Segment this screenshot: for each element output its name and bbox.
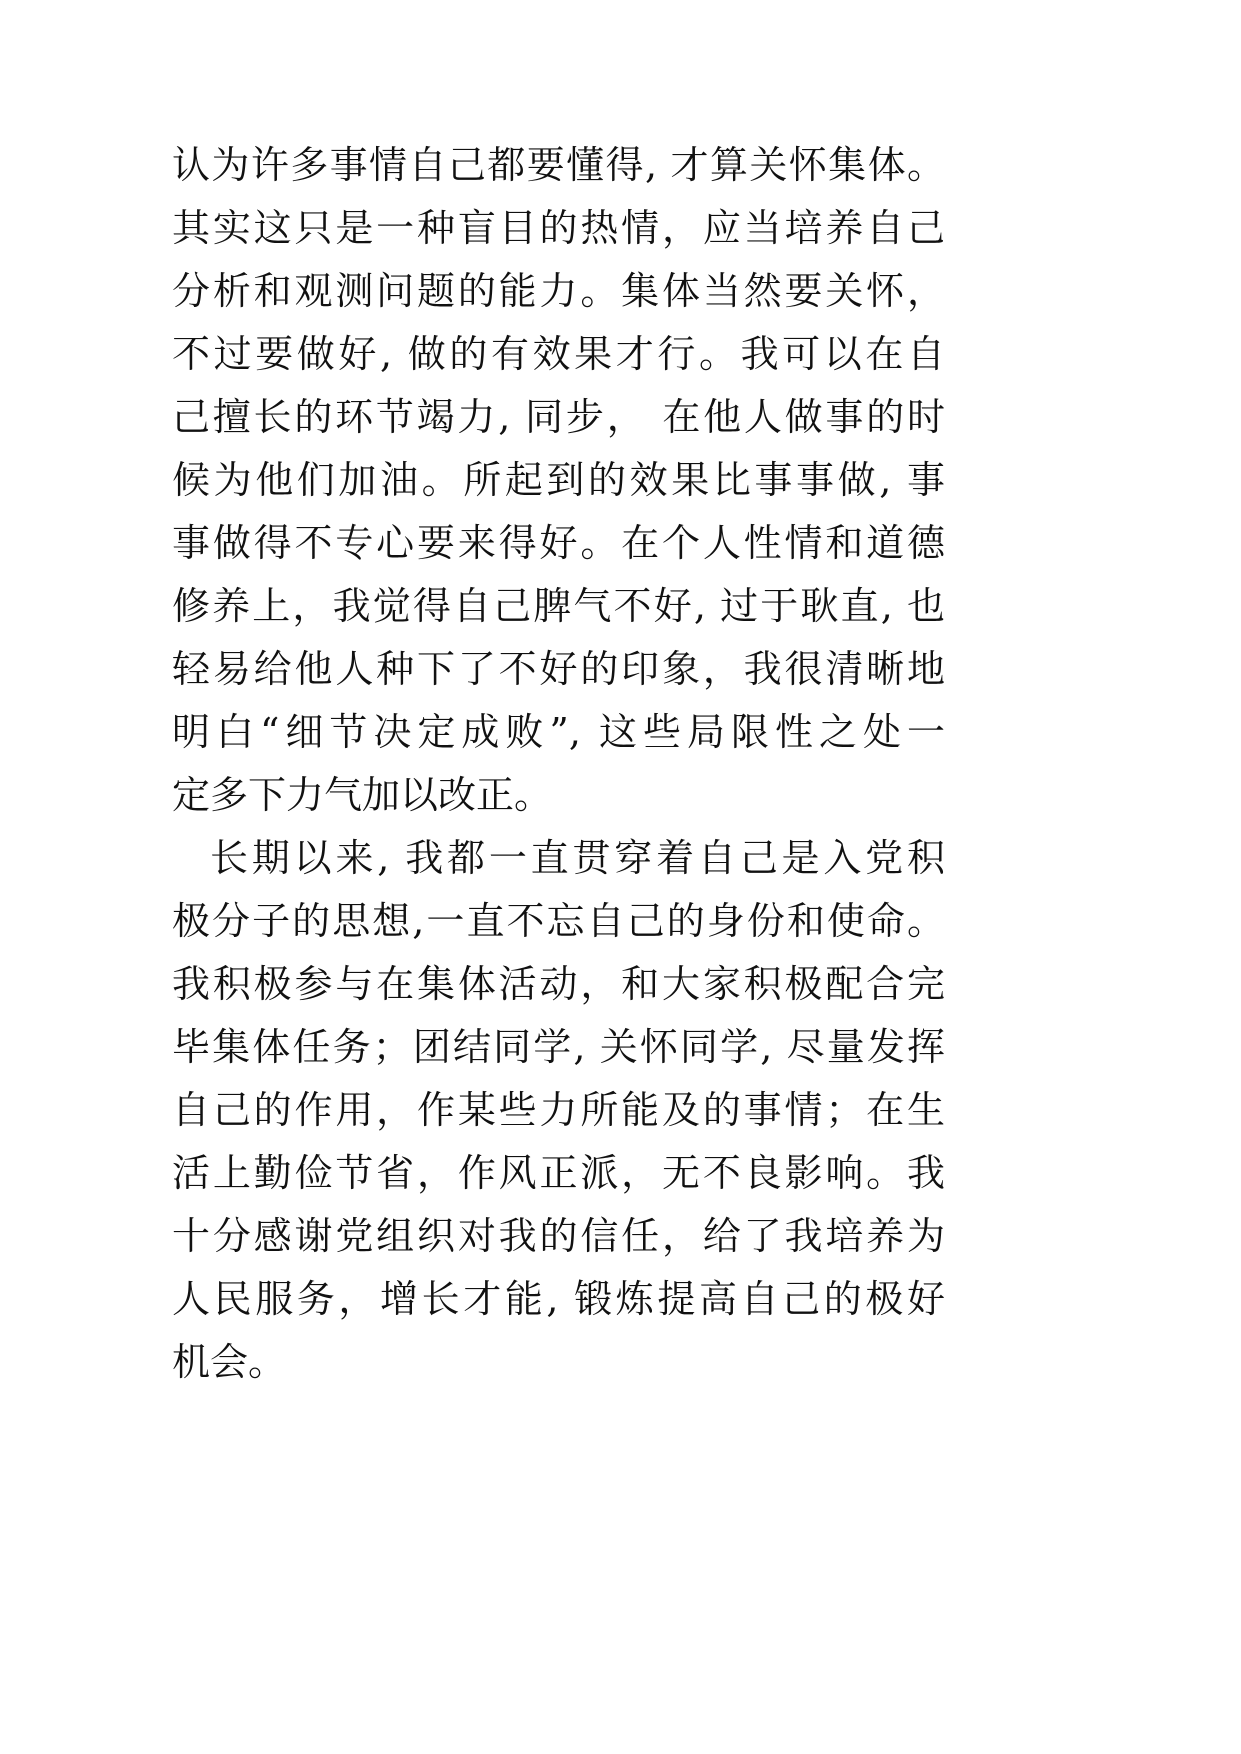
text-line: 我积极参与在集体活动，和大家积极配合完: [172, 962, 945, 1006]
text-line: 候为他们加油。所起到的效果比事事做, 事: [172, 458, 945, 502]
text-line: 长期以来, 我都一直贯穿着自己是入党积: [210, 836, 945, 880]
text-line: 不过要做好, 做的有效果才行。我可以在自: [172, 332, 945, 376]
body-text: [172, 134, 945, 1394]
text-line: 自己的作用，作某些力所能及的事情；在生: [172, 1088, 945, 1132]
text-line: 人民服务，增长才能, 锻炼提高自己的极好: [172, 1277, 945, 1321]
text-line: 分析和观测问题的能力。集体当然要关怀，: [172, 269, 945, 313]
text-line: 十分感谢党组织对我的信任，给了我培养为: [172, 1214, 945, 1258]
paragraph-1: [172, 134, 945, 827]
text-line: 己擅长的环节竭力, 同步， 在他人做事的时: [172, 395, 945, 439]
text-line: 修养上，我觉得自己脾气不好, 过于耿直, 也: [172, 584, 945, 628]
text-line: 活上勤俭节省，作风正派，无不良影响。我: [172, 1151, 945, 1195]
text-line: 毕集体任务；团结同学, 关怀同学, 尽量发挥: [172, 1025, 945, 1069]
text-line: 其实这只是一种盲目的热情，应当培养自己: [172, 206, 945, 250]
text-line: 极分子的思想,一直不忘自己的身份和使命。: [172, 899, 945, 943]
text-line: 认为许多事情自己都要懂得, 才算关怀集体。: [172, 143, 945, 187]
text-line: 轻易给他人种下了不好的印象，我很清晰地: [172, 647, 945, 691]
text-line: 事做得不专心要来得好。在个人性情和道德: [172, 521, 945, 565]
paragraph-2: [172, 827, 945, 1394]
text-line: 定多下力气加以改正。: [172, 773, 553, 817]
text-line: 明白“细节决定成败”, 这些局限性之处一: [172, 710, 945, 754]
text-line: 机会。: [172, 1340, 287, 1384]
